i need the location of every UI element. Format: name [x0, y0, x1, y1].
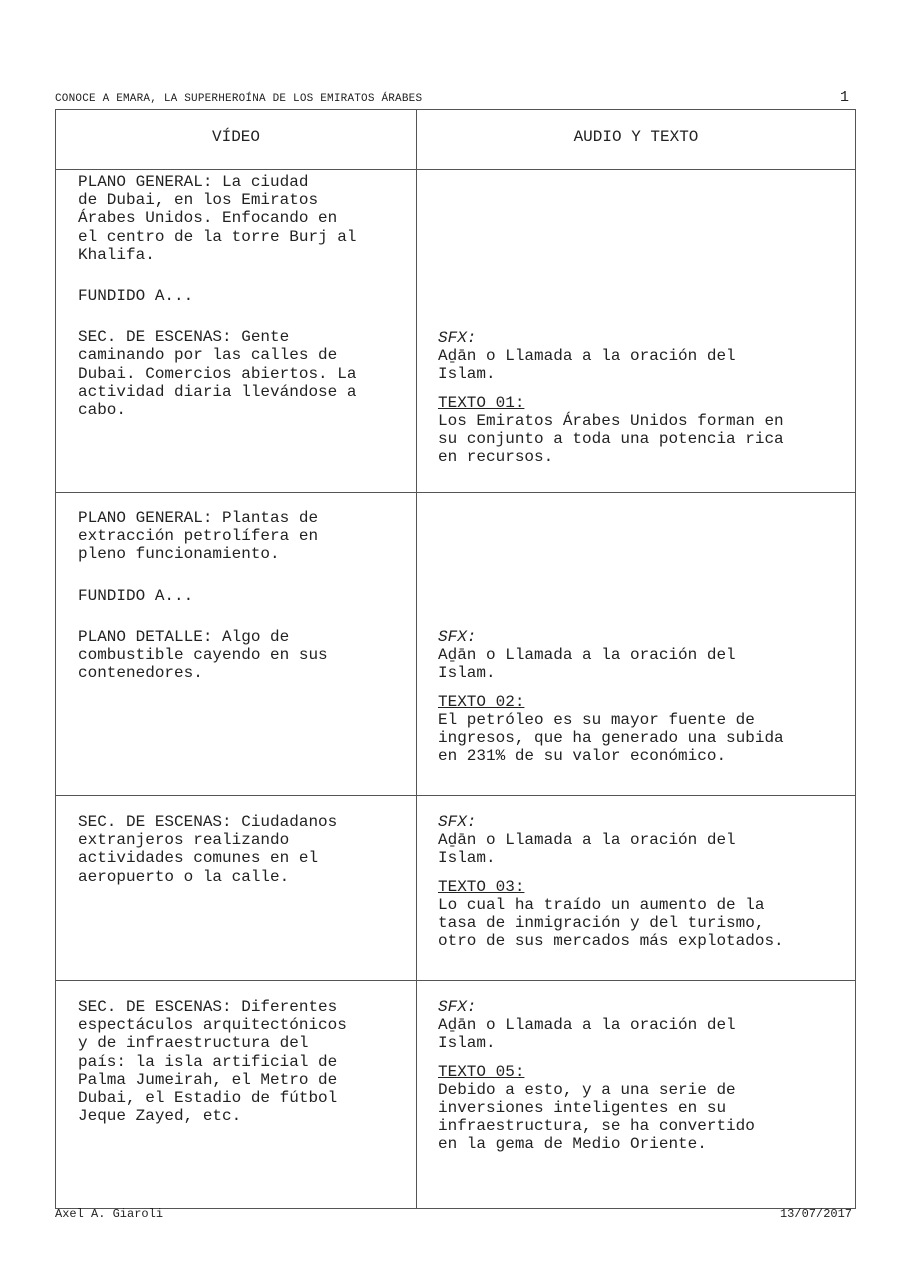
video-paragraph: SEC. DE ESCENAS: Gente caminando por las calles de Dubai. Comercios abiertos. La actividad diaria llevándose a cabo.	[78, 328, 357, 420]
audio-cell	[417, 170, 856, 493]
texto-text: Los Emiratos Árabes Unidos forman en su conjunto a toda una potencia rica en recursos.	[438, 411, 784, 467]
audio-cell	[417, 493, 856, 796]
video-paragraph: PLANO GENERAL: La ciudad de Dubai, en los Emiratos Árabes Unidos. Enfocando en el centro de la torre Burj al Khalifa.	[78, 173, 357, 264]
video-cell	[56, 170, 417, 493]
sfx-text: Aḏān o Llamada a la oración del Islam.	[438, 831, 736, 868]
table-header-row	[56, 110, 856, 170]
table-row	[56, 796, 856, 981]
footer-date: 13/07/2017	[779, 1207, 852, 1221]
video-paragraph: SEC. DE ESCENAS: Ciudadanos extranjeros realizando actividades comunes en el aeropuerto o la calle.	[78, 813, 338, 886]
texto-text: El petróleo es su mayor fuente de ingresos, que ha generado una subida en 231% de su valor económico.	[438, 710, 784, 766]
script-table	[55, 109, 856, 1209]
texto-text: Lo cual ha traído un aumento de la tasa de inmigración y del turismo, otro de sus mercados más explotados.	[438, 895, 784, 951]
video-cell	[56, 493, 417, 796]
sfx-text: Aḏān o Llamada a la oración del Islam.	[438, 1016, 736, 1053]
video-cell	[56, 796, 417, 981]
audio-cell	[417, 981, 856, 1209]
sfx-label: SFX:	[438, 813, 477, 831]
sfx-label: SFX:	[438, 998, 477, 1016]
video-cell	[56, 981, 417, 1209]
table-row	[56, 493, 856, 796]
sfx-text: Aḏān o Llamada a la oración del Islam.	[438, 347, 736, 384]
table-row	[56, 981, 856, 1209]
video-column-header: VÍDEO	[56, 110, 417, 170]
sfx-label: SFX:	[438, 329, 477, 347]
texto-text: Debido a esto, y a una serie de inversiones inteligentes en su infraestructura, se ha convertido en la gema de Medio Oriente.	[438, 1080, 755, 1154]
sfx-text: Aḏān o Llamada a la oración del Islam.	[438, 646, 736, 683]
document-title: CONOCE A EMARA, LA SUPERHEROÍNA DE LOS EMIRATOS ÁRABES	[55, 93, 423, 105]
video-paragraph: SEC. DE ESCENAS: Diferentes espectáculos arquitectónicos y de infraestructura del país: la isla artificial de Palma Jumeirah, el Metro de Dubai, el Estadio de fútbol Jeque Zayed, etc.	[78, 998, 347, 1126]
table-row	[56, 170, 856, 493]
texto-label: TEXTO 05:	[438, 1062, 525, 1081]
texto-label: TEXTO 03:	[438, 877, 525, 896]
audio-column-header: AUDIO Y TEXTO	[417, 110, 856, 170]
video-paragraph: FUNDIDO A...	[78, 287, 194, 306]
footer-author: Axel A. Giaroli	[55, 1207, 164, 1221]
audio-cell	[417, 796, 856, 981]
video-paragraph: PLANO GENERAL: Plantas de extracción petrolífera en pleno funcionamiento.	[78, 509, 319, 564]
texto-label: TEXTO 02:	[438, 692, 525, 711]
video-paragraph: PLANO DETALLE: Algo de combustible cayendo en sus contenedores.	[78, 627, 328, 683]
page-number: 1	[839, 89, 849, 106]
video-paragraph: FUNDIDO A...	[78, 586, 194, 605]
sfx-label: SFX:	[438, 628, 477, 646]
texto-label: TEXTO 01:	[438, 393, 525, 412]
